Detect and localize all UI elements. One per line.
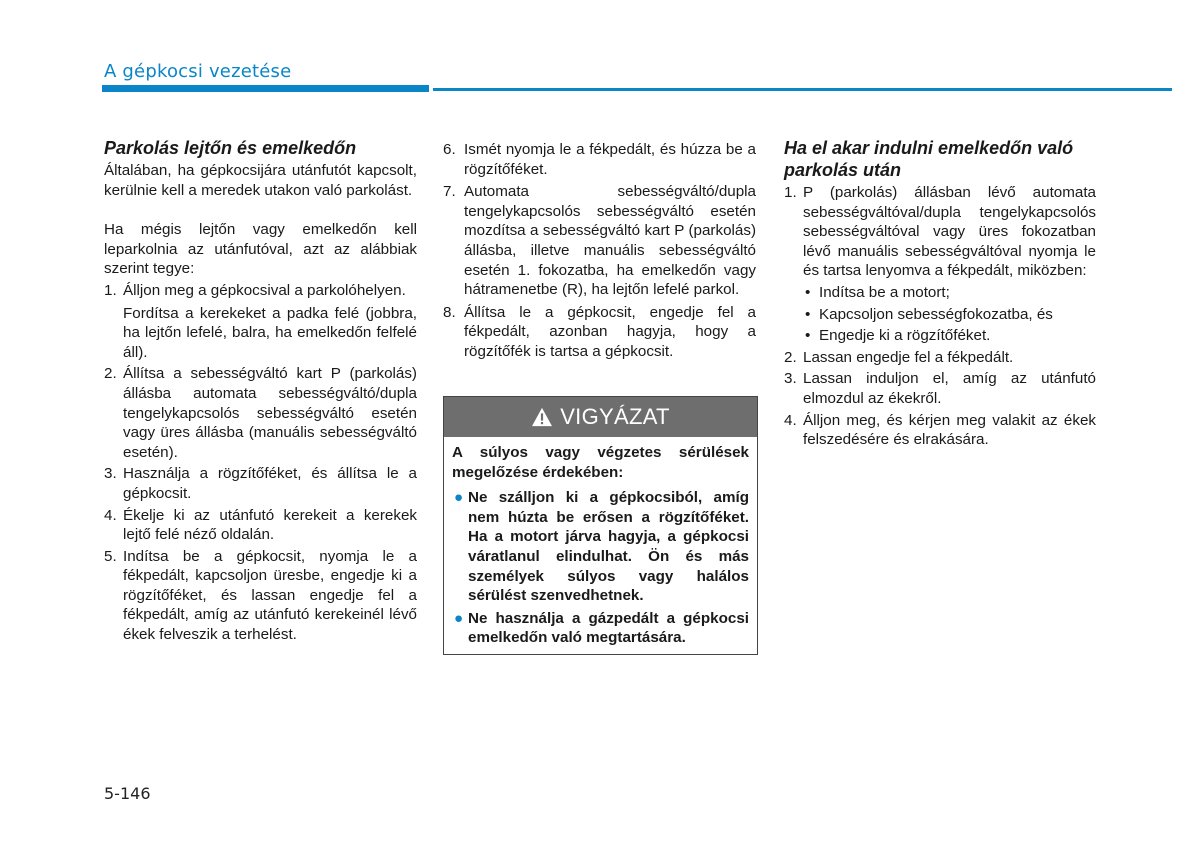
step-number: 5. [104, 547, 117, 565]
step-text: Állítsa le a gépkocsit, engedje fel a fékpedált, azonban hagyja, hogy a rögzítőfék is tartsa a gépkocsit. [464, 303, 756, 360]
warning-title: VIGYÁZAT [560, 404, 670, 429]
section-heading-slope-parking: Parkolás lejtőn és emelkedőn [104, 138, 357, 158]
step-text: Lassan induljon el, amíg az utánfutó elmozdul az ékekről. [803, 370, 1096, 407]
warning-bullet-text: Ne szálljon ki a gépkocsiból, amíg nem húzta be erősen a rögzítőféket. Ha a motort járva hagyja, a gépkocsi váratlanul elindulhat. Ön és más személyek súlyos vagy halálos sérülést szenvedhetnek. [468, 489, 749, 605]
list-item [443, 182, 756, 300]
instruction-paragraph: Ha mégis lejtőn vagy emelkedőn kell leparkolnia az utánfutóval, azt az alábbiak szerint tegye: [104, 221, 417, 278]
sub-bullets [803, 283, 1096, 346]
step-text: Használja a rögzítőféket, és állítsa le a gépkocsit. [123, 465, 417, 502]
list-item [784, 183, 1096, 346]
step-text: P (parkolás) állásban lévő automata sebességváltóval/dupla tengelykapcsolós sebességváltóval vagy üres fokozatban lévő manuális sebességváltóval nyomja le és tartsa lenyomva a fékpedált, miközben: [803, 184, 1096, 280]
list-item [784, 369, 1096, 408]
step-number: 2. [784, 348, 797, 366]
warning-body [444, 437, 757, 654]
step-text: Álljon meg a gépkocsival a parkolóhelyen. [123, 281, 406, 299]
step-text: Álljon meg, és kérjen meg valakit az ékek felszedésére és elrakására. [803, 411, 1096, 449]
column-left [104, 137, 417, 645]
step-number: 4. [784, 411, 797, 429]
section-title: A gépkocsi vezetése [104, 61, 292, 82]
step-number: 7. [443, 183, 456, 201]
list-item [452, 488, 749, 606]
list-item [803, 326, 1096, 346]
step-text: Állítsa a sebességváltó kart P (parkolás) állásba automata sebességváltó/dupla tengelykapcsolós sebességváltó esetén vagy üres állásba (manuális sebességváltó esetén). [123, 365, 417, 461]
list-item [443, 303, 756, 362]
list-item [452, 609, 749, 648]
warning-bullet-text: Ne használja a gázpedált a gépkocsi emelkedőn való megtartására. [468, 609, 749, 647]
list-item [104, 364, 417, 462]
list-item [104, 547, 417, 645]
step-text: Automata sebességváltó/dupla tengelykapcsolós sebességváltó esetén mozdítsa a sebességváltó kart P (parkolás) állásba, illetve manuális sebességváltó esetén 1. fokozatba, ha emelkedőn vagy hátramenetbe (R), ha lejtőn lefelé parkol. [464, 183, 756, 299]
uphill-start-steps-list [784, 183, 1096, 450]
step-text: Ékelje ki az utánfutó kerekeit a kerekek lejtő felé néző oldalán. [123, 506, 417, 544]
parking-steps-list [104, 281, 417, 645]
step-number: 1. [104, 281, 117, 299]
bullet-icon: • [805, 283, 811, 301]
page-number: 5-146 [104, 784, 151, 803]
step-text: Indítsa be a gépkocsit, nyomja le a fékpedált, kapcsoljon üresbe, engedje ki a rögzítőféket, és lassan engedje fel a fékpedált, amíg az utánfutó kerekeinél lévő ékek felveszik a terhelést. [123, 547, 417, 644]
list-item [803, 305, 1096, 325]
column-right [784, 137, 1096, 450]
warning-triangle-icon [531, 407, 553, 427]
sub-bullet-text: Kapcsoljon sebességfokozatba, és [819, 305, 1053, 323]
list-item [104, 281, 417, 362]
step-number: 2. [104, 365, 117, 383]
step-number: 6. [443, 141, 456, 158]
list-item [803, 283, 1096, 303]
header-accent-bar [102, 85, 429, 92]
list-item [784, 411, 1096, 450]
column-middle [443, 140, 756, 362]
step-number: 3. [104, 465, 117, 483]
step-subtext: Fordítsa a kerekeket a padka felé (jobbra, ha lejtőn lefelé, balra, ha emelkedőn felfelé áll). [123, 304, 417, 361]
parking-steps-list-continued [443, 140, 756, 362]
warning-intro: A súlyos vagy végzetes sérülések megelőzése érdekében: [452, 444, 749, 481]
list-item [104, 464, 417, 503]
warning-bullets [452, 488, 749, 648]
section-heading-uphill-start: Ha el akar indulni emelkedőn való parkolás után [784, 138, 1074, 180]
bullet-icon: ● [454, 489, 464, 507]
step-text: Ismét nyomja le a fékpedált, és húzza be a rögzítőféket. [464, 141, 756, 178]
list-item [104, 506, 417, 545]
sub-bullet-text: Engedje ki a rögzítőféket. [819, 327, 991, 345]
step-number: 8. [443, 303, 456, 321]
sub-bullet-text: Indítsa be a motort; [819, 283, 950, 301]
step-number: 1. [784, 184, 797, 201]
bullet-icon: • [805, 305, 811, 323]
intro-paragraph: Általában, ha gépkocsijára utánfutót kapcsolt, kerülnie kell a meredek utakon való parkolást. [104, 162, 417, 199]
bullet-icon: ● [454, 609, 464, 627]
bullet-icon: • [805, 327, 811, 345]
step-number: 3. [784, 370, 797, 388]
list-item [784, 348, 1096, 368]
step-number: 4. [104, 506, 117, 524]
step-text: Lassan engedje fel a fékpedált. [803, 348, 1014, 366]
list-item [443, 140, 756, 179]
warning-box [443, 396, 758, 655]
warning-header [444, 397, 757, 437]
header-rule [433, 88, 1172, 91]
